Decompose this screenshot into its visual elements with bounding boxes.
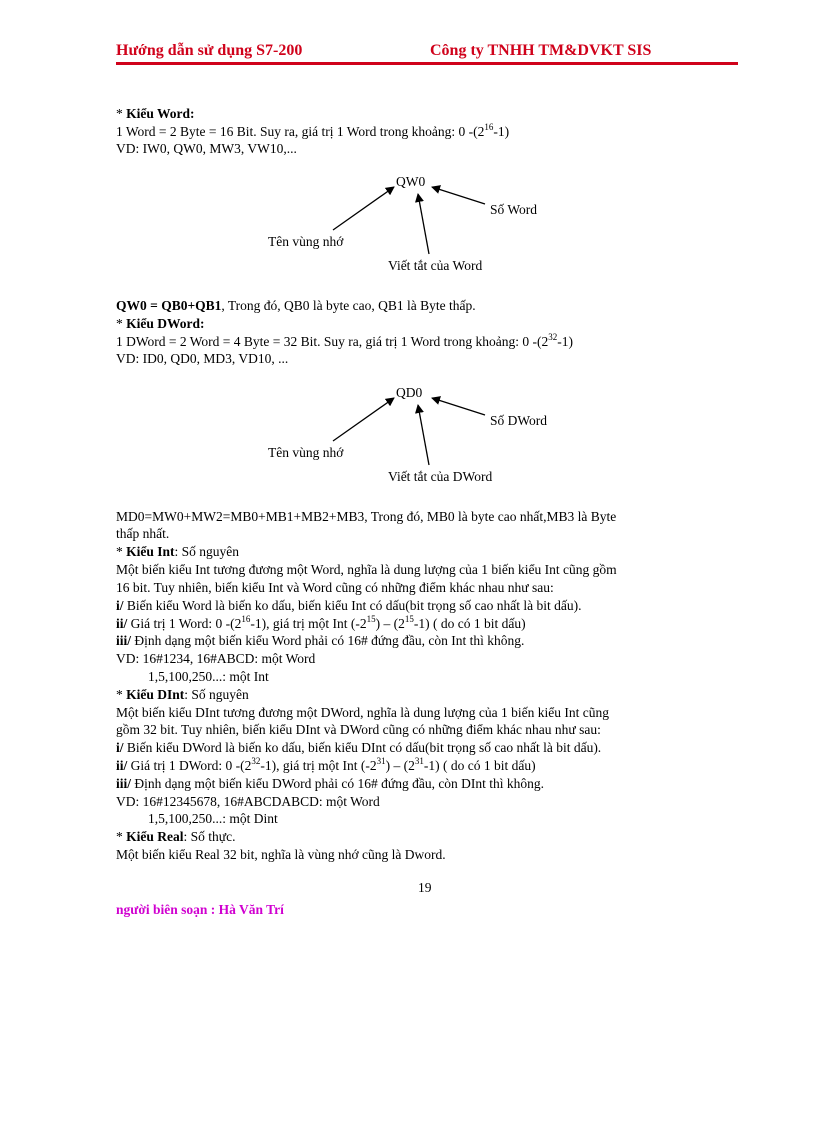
real-heading: * Kiểu Real: Số thực. — [116, 829, 236, 844]
int-paragraph-1: Một biến kiểu Int tương đương một Word, nghĩa là dung lượng của 1 biến kiểu Int cũng gồm — [116, 562, 617, 577]
dint-paragraph-1: Một biến kiểu DInt tương đương một DWord, nghĩa là dung lượng của 1 biến kiểu Int cũng — [116, 705, 609, 720]
word-number-label: Số Word — [490, 202, 538, 217]
header-rule — [116, 62, 738, 65]
word-area-label: Tên vùng nhớ — [268, 234, 344, 249]
dword-heading: * Kiểu DWord: — [116, 316, 205, 331]
word-heading: * Kiểu Word: — [116, 106, 195, 121]
dint-example-word: VD: 16#12345678, 16#ABCDABCD: một Word — [116, 794, 380, 809]
dint-example-dint: 1,5,100,250...: một Dint — [148, 811, 278, 826]
dint-paragraph-2: gồm 32 bit. Tuy nhiên, biến kiểu DInt và DWord cũng có những điểm khác nhau như sau: — [116, 722, 601, 737]
dword-abbr-label: Viết tắt của DWord — [388, 469, 493, 484]
dword-range-line: 1 DWord = 2 Word = 4 Byte = 32 Bit. Suy ra, giá trị 1 Word trong khoảng: 0 $-(2^{32}-1)$ — [116, 332, 574, 349]
int-point-ii: ii/ Giá trị 1 Word: 0 $-(2^{16}-1)$, giá trị một Int $(-2^{15}) - (2^{15}-1)$ ( do có 1 bit dấu) — [116, 614, 526, 631]
int-point-i: i/ Biến kiểu Word là biến ko dấu, biến kiểu Int có dấu(bit trọng số cao nhất là bit dấu). — [116, 598, 582, 613]
int-example-int: 1,5,100,250...: một Int — [148, 669, 269, 684]
real-paragraph: Một biến kiểu Real 32 bit, nghĩa là vùng nhớ cũng là Dword. — [116, 847, 446, 862]
int-point-iii: iii/ Định dạng một biến kiểu Word phải có 16# đứng đầu, còn Int thì không. — [116, 633, 525, 648]
dint-point-iii: iii/ Định dạng một biến kiểu DWord phải có 16# đứng đầu, còn DInt thì không. — [116, 776, 545, 791]
word-abbr-label: Viết tắt của Word — [388, 258, 483, 273]
dint-heading: * Kiểu DInt: Số nguyên — [116, 687, 249, 702]
page-number: 19 — [418, 880, 432, 895]
dword-area-label: Tên vùng nhớ — [268, 445, 344, 460]
qw0-composition: QW0 = QB0+QB1, Trong đó, QB0 là byte cao, QB1 là Byte thấp. — [116, 298, 476, 313]
md0-line-1: MD0=MW0+MW2=MB0+MB1+MB2+MB3, Trong đó, MB0 là byte cao nhất,MB3 là Byte — [116, 509, 617, 524]
word-range-line: 1 Word = 2 Byte = 16 Bit. Suy ra, giá trị 1 Word trong khoảng: 0 $-(2^{16}-1)$ — [116, 122, 510, 139]
dword-address-label: QD0 — [396, 385, 423, 400]
author-credit: người biên soạn : Hà Văn Trí — [116, 902, 284, 917]
header-title-right: Công ty TNHH TM&DVKT SIS — [430, 42, 652, 59]
header-title-left: Hướng dẫn sử dụng S7-200 — [116, 42, 303, 59]
dword-examples: VD: ID0, QD0, MD3, VD10, ... — [116, 351, 289, 366]
word-address-label: QW0 — [396, 174, 426, 189]
dint-point-ii: ii/ Giá trị 1 DWord: 0 $-(2^{32}-1)$, giá trị một Int $(-2^{31}) - (2^{31}-1)$ ( do có 1 bit dấu) — [116, 756, 536, 773]
int-example-word: VD: 16#1234, 16#ABCD: một Word — [116, 651, 316, 666]
dword-number-label: Số DWord — [490, 413, 548, 428]
word-address-diagram — [250, 172, 570, 273]
md0-line-2: thấp nhất. — [116, 526, 170, 541]
dint-point-i: i/ Biến kiểu DWord là biến ko dấu, biến kiểu DInt có dấu(bit trọng số cao nhất là bit dấu). — [116, 740, 602, 755]
word-examples: VD: IW0, QW0, MW3, VW10,... — [116, 141, 297, 156]
dword-address-diagram — [250, 383, 570, 484]
int-paragraph-2: 16 bit. Tuy nhiên, biến kiểu Int và Word cũng có những điểm khác nhau như sau: — [116, 580, 554, 595]
int-heading: * Kiểu Int: Số nguyên — [116, 544, 240, 559]
